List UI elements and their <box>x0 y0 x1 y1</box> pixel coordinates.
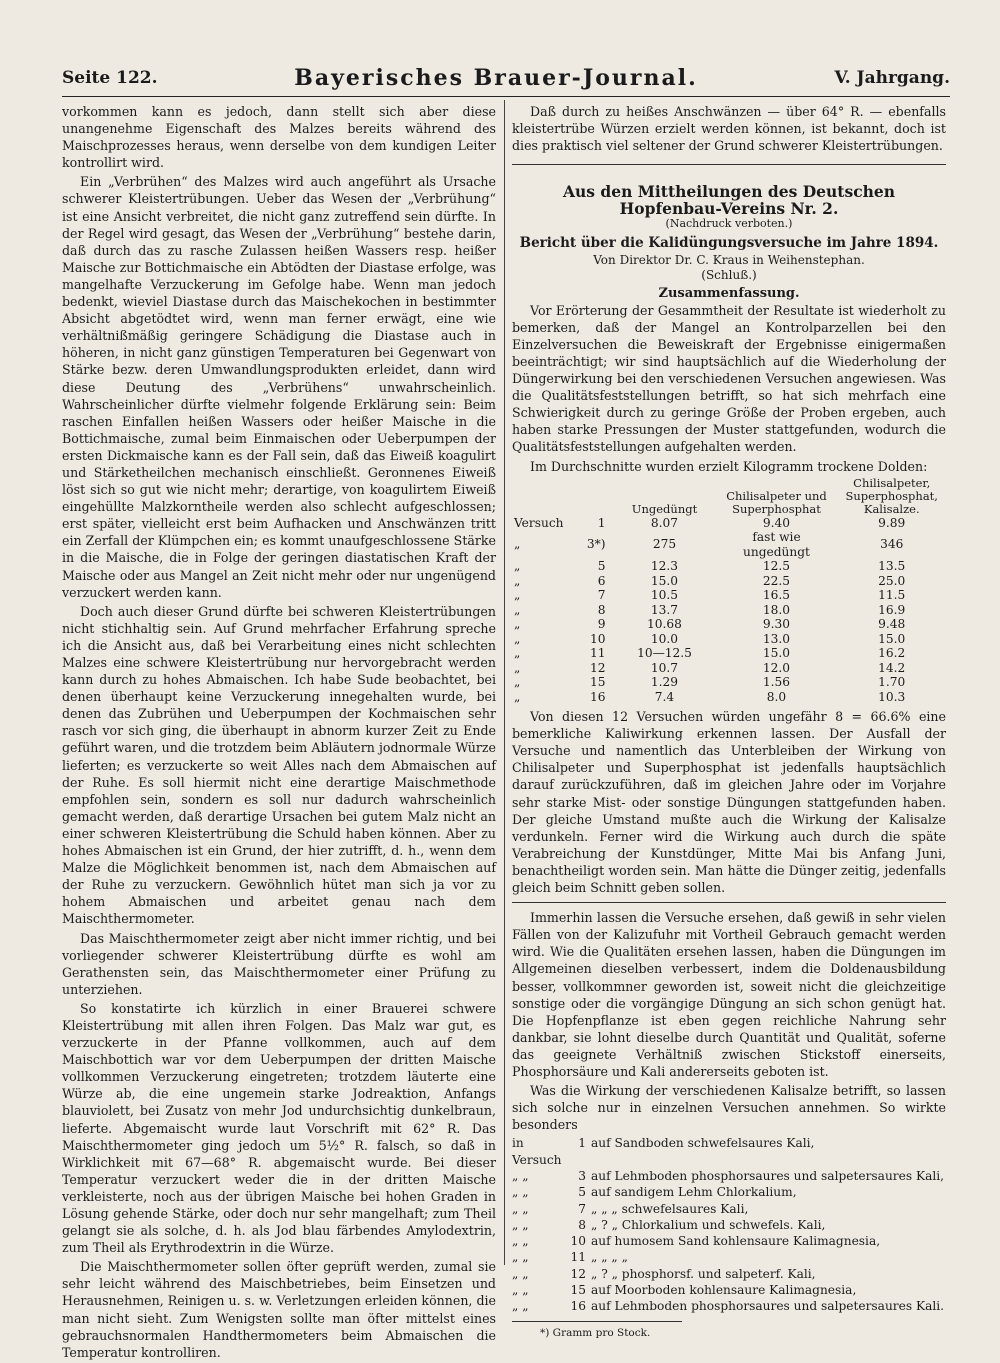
list-item <box>512 1266 946 1282</box>
list-prefix: „ „ <box>512 1234 529 1249</box>
chili-super-value: fast wie ungedüngt <box>743 530 810 559</box>
list-item <box>512 1135 946 1168</box>
table-header-row <box>512 477 946 516</box>
chili-super-value: 9.30 <box>762 617 791 632</box>
list-item <box>512 1298 946 1314</box>
table-row <box>512 516 946 531</box>
conclusion-note: (Schluß.) <box>701 267 757 282</box>
chili-super-kali-value: 1.70 <box>878 675 906 690</box>
unfertilized-value: 15.0 <box>650 573 679 588</box>
list-prefix: „ „ <box>512 1217 529 1232</box>
list-trial-number: 10 <box>570 1234 586 1249</box>
unfertilized-value: 275 <box>652 537 677 552</box>
volume-label: V. Jahrgang. <box>834 68 950 88</box>
table-row <box>512 559 946 574</box>
row-label: „ <box>514 537 521 552</box>
list-text: „ ? „ phosphorsf. und salpeterf. Kali, <box>591 1266 816 1281</box>
list-prefix: „ „ <box>512 1266 529 1281</box>
chili-super-value: 12.0 <box>762 660 791 675</box>
list-trial-number: 5 <box>578 1185 586 1200</box>
list-text: auf Sandboden schwefelsaures Kali, <box>591 1136 815 1151</box>
list-text: „ „ „ „ <box>591 1250 628 1265</box>
row-label: „ <box>514 602 521 617</box>
list-item <box>512 1168 946 1184</box>
unfertilized-value: 10.7 <box>650 660 679 675</box>
list-prefix: „ „ <box>512 1201 529 1216</box>
page-header <box>62 60 950 97</box>
chili-super-value: 13.0 <box>762 631 791 646</box>
author-line: Von Direktor Dr. C. Kraus in Weihenstephan. <box>593 252 865 267</box>
yield-table-body <box>512 516 946 705</box>
row-label: „ <box>514 573 521 588</box>
left-paragraph: So konstatirte ich kürzlich in einer Brauerei schwere Kleistertrübung mit allen ihren Folgen. Das Malz war gut, es verzuckerte in der Pfanne vollkommen, auch auf dem Maischbottich war vor dem Ueberpumpen der dritten Maische vollkommen Verzuckerung eingetreten; trotzdem läuterte eine Würze ab, die eine ungemein starke Jodreaktion, Anfangs blauviolett, bei Zusatz von mehr Jod undurchsichtig dunkelbraun, lieferte. Abgemaischt wurde laut Vorschrift mit 62° R. Das Maischthermometer ging jedoch um 5½° R. falsch, so daß in Wirklichkeit mit 67—68° R. abgemaischt wurde. Bei dieser Temperatur verzuckert weder die in der dritten Maische verkleisterte, noch aus der übrigen Maische bei hohen Graden in Lösung gehende Stärke, oder doch nur sehr mangelhaft; zum Theil gelangt sie als solche, d. h. als Jod blau färbendes Amylodextrin, zum Theil als Erythrodextrin in die Würze. <box>62 1000 496 1256</box>
left-paragraph: Ein „Verbrühen“ des Malzes wird auch angeführt als Ursache schwerer Kleistertrübungen. Ueber das Wesen der „Verbrühung“ ist eine Ansicht verbreitet, die nicht ganz zutreffend sein dürfte. In der Regel wird gesagt, das Wesen der „Verbrühung“ bestehe darin, daß durch das zu rasche Zulassen heißen Wassers resp. heißer Maische zur Bottichmaische ein Abtödten der Diastase erfolge, was mangelhafte Verzuckerung im Gefolge habe. Wenn man jedoch bedenkt, wieviel Diastase durch das Maischekochen in bestimmter Absicht abgetödtet wird, wenn man ferner erwägt, eine wie verhältnißmäßig geringere Schädigung die Diastase auch in höheren, in nicht ganz günstigen Temperaturen bei Gegenwart von Stärke bezw. deren Umwandlungsprodukten erleidet, dann wird diese Deutung des „Verbrühens“ unwahrscheinlich. Wahrscheinlicher dürfte vielmehr folgende Erklärung sein: Beim raschen Einfallen heißen Wassers oder heißer Maische in die Bottichmaische, zumal beim Einmaischen oder Ueberpumpen der ersten Dickmaische kann es der Fall sein, daß das Eiweiß koagulirt und Stärketheilchen mechanisch einschließt. Geronnenes Eiweiß löst sich so gut wie nicht mehr; derartige, von koagulirtem Eiweiß eingehüllte Malzkorntheile werden also schlecht aufgeschlossen; erst später, vielleicht erst beim Aufhacken und Anschwänzen tritt ein Zerfall der Klümpchen ein; es kommt unaufgeschlossene Stärke in die Maische, die in Folge der geringen diastatischen Kraft der Maische oder aus Mangel an Zeit nicht mehr oder nur ungenügend verzuckert werden kann. <box>62 174 496 600</box>
table-intro: Im Durchschnitte wurden erzielt Kilogramm trockene Dolden: <box>530 458 928 474</box>
row-label: „ <box>514 646 521 661</box>
list-trial-number: 7 <box>578 1201 586 1216</box>
table-header: Chilisalpeter, Superphosphat, Kalisalze. <box>845 475 938 516</box>
unfertilized-value: 8.07 <box>650 515 679 530</box>
article-title: Aus den Mittheilungen des Deutschen Hopfenbau-Vereins Nr. 2. <box>562 182 896 219</box>
list-item <box>512 1282 946 1298</box>
analysis-paragraph: Was die Wirkung der verschiedenen Kalisalze betrifft, so lassen sich solche nur in einzelnen Versuchen annehmen. So wirkte besonders <box>512 1083 946 1133</box>
chili-super-kali-value: 346 <box>880 537 904 552</box>
article-separator <box>512 164 946 165</box>
salt-effect-list <box>512 1135 946 1314</box>
trial-number: 12 <box>589 660 606 675</box>
list-text: auf Lehmboden phosphorsaures und salpetersaures Kali. <box>591 1299 945 1314</box>
right-column <box>512 103 946 1342</box>
list-item <box>512 1184 946 1200</box>
list-prefix: „ „ <box>512 1299 529 1314</box>
table-row <box>512 646 946 661</box>
row-label: „ <box>514 675 521 690</box>
table-header <box>512 477 566 516</box>
journal-title: Bayerisches Brauer-Journal. <box>294 65 698 91</box>
paragraph-separator <box>512 902 946 903</box>
list-item <box>512 1249 946 1265</box>
chili-super-kali-value: 13.5 <box>878 559 906 574</box>
footnote: *) Gramm pro Stock. <box>540 1326 651 1339</box>
left-paragraph: vorkommen kann es jedoch, dann stellt sich aber diese unangenehme Eigenschaft des Malzes bereits während des Maischprozesses heraus, wenn derselbe von dem kundigen Leiter kontrollirt wird. <box>62 104 496 171</box>
chili-super-kali-value: 10.3 <box>878 689 906 704</box>
table-row <box>512 588 946 603</box>
table-header <box>566 477 614 516</box>
analysis-paragraph: Immerhin lassen die Versuche ersehen, daß gewiß in sehr vielen Fällen von der Kalizufuhr mit Vortheil Gebrauch gemacht werden wird. Wie die Qualitäten ersehen lassen, haben die Düngungen im Allgemeinen dieselben verbessert, indem die Doldenausbildung besser, vollkommner geworden ist, soweit nicht die gleichzeitige sonstige oder die vorgängige Düngung an sich schon genügt hat. Die Hopfenpflanze ist eben gegen reichliche Nahrung sehr dankbar, sie lohnt dieselbe durch Quantität und Qualität, soferne das geeignete Verhältniß zwischen Stickstoff einerseits, Phosphorsäure und Kali andererseits geboten ist. <box>512 910 946 1079</box>
table-row <box>512 632 946 647</box>
trial-number: 8 <box>597 602 606 617</box>
row-label: „ <box>514 559 521 574</box>
table-row <box>512 617 946 632</box>
intro-paragraph: Daß durch zu heißes Anschwänzen — über 64° R. — ebenfalls kleistertrübe Würzen erzielt werden können, ist bekannt, doch ist dies praktisch viel seltener der Grund schwerer Kleistertrübungen. <box>512 104 946 154</box>
list-trial-number: 1 <box>578 1136 586 1151</box>
row-label: „ <box>514 689 521 704</box>
list-trial-number: 11 <box>570 1250 586 1265</box>
row-label: „ <box>514 588 521 603</box>
table-row <box>512 661 946 676</box>
list-trial-number: 12 <box>570 1266 586 1281</box>
chili-super-kali-value: 16.9 <box>878 602 906 617</box>
table-row <box>512 574 946 589</box>
chili-super-value: 22.5 <box>762 573 791 588</box>
unfertilized-value: 7.4 <box>654 689 675 704</box>
trial-number: 1 <box>597 515 606 530</box>
trial-number: 7 <box>597 588 606 603</box>
chili-super-kali-value: 16.2 <box>878 646 906 661</box>
trial-number: 10 <box>589 631 606 646</box>
row-label: „ <box>514 631 521 646</box>
table-header: Ungedüngt <box>631 501 698 516</box>
page-number: Seite 122. <box>62 68 158 88</box>
left-paragraph: Die Maischthermometer sollen öfter geprüft werden, zumal sie sehr leicht während des Maischbetriebes, beim Einsetzen und Herausnehmen, Reinigen u. s. w. Verletzungen erleiden können, die man nicht sieht. Zum Wenigsten sollte man öfter mittelst eines gebrauchsnormalen Handthermometers beim Abmaischen die Temperatur kontrolliren. <box>62 1259 496 1360</box>
left-paragraph: Doch auch dieser Grund dürfte bei schweren Kleistertrübungen nicht stichhaltig sein. Auf Grund mehrfacher Erfahrung spreche ich die Ansicht aus, daß bei Verarbeitung eines nicht schlechten Malzes eine schwere Kleistertrübung nur hervorgebracht werden kann durch zu hohes Abmaischen. Ich habe Sude beobachtet, bei denen überhaupt keine Verzuckerung innegehalten wurde, bei denen das Zubrühen und Ueberpumpen der Kochmaischen sehr rasch vor sich ging, die überhaupt in abnorm kurzer Zeit zu Ende geführt waren, und die trotzdem beim Abläutern jodnormale Würze lieferten; es verzuckerte so weit Alles nach dem Abmaischen auf der Ruhe. Es soll hiermit nicht eine derartige Maischmethode empfohlen sein, sondern es soll nur dadurch wahrscheinlich gemacht werden, daß derartige Ursachen bei gutem Malz nicht an einer schweren Kleistertrübung die Schuld haben können. Aber zu hohes Abmaischen ist ein Grund, der hier zutrifft, d. h., wenn dem Malze die Möglichkeit benommen ist, nach dem Abmaischen auf der Ruhe zu verzuckern. Gewöhnlich hütet man sich ja vor zu hohem Abmaischen und arbeitet genau nach dem Maischthermometer. <box>62 603 496 927</box>
chili-super-value: 15.0 <box>762 646 791 661</box>
trial-number: 6 <box>597 573 606 588</box>
summary-paragraph: Vor Erörterung der Gesammtheit der Resultate ist wiederholt zu bemerken, daß der Mangel an Kontrolparzellen bei den Einzelversuchen die Beweiskraft der Ergebnisse einigermaßen beeinträchtigt; wir sind hauptsächlich auf die Wiederholung der Düngerwirkung bei den verschiedenen Versuchen angewiesen. Was die Qualitätsfeststellungen betrifft, so hat sich mehrfach eine Schwierigkeit durch zu geringe Größe der Proben ergeben, auch haben starke Pressungen der Muster stattgefunden, wodurch die Qualitätsfeststellungen aufgehalten werden. <box>512 302 946 455</box>
unfertilized-value: 10.0 <box>650 631 679 646</box>
list-item <box>512 1233 946 1249</box>
chili-super-kali-value: 9.89 <box>878 515 906 530</box>
chili-super-kali-value: 11.5 <box>878 588 906 603</box>
table-row <box>512 675 946 690</box>
trial-number: 9 <box>597 617 606 632</box>
list-trial-number: 15 <box>570 1283 586 1298</box>
chili-super-value: 1.56 <box>762 675 791 690</box>
chili-super-value: 12.5 <box>762 559 791 574</box>
trial-number: 3*) <box>586 537 606 552</box>
list-item <box>512 1217 946 1233</box>
row-label: Versuch <box>514 515 564 530</box>
list-prefix: „ „ <box>512 1185 529 1200</box>
list-trial-number: 16 <box>570 1299 586 1314</box>
list-text: auf Moorboden kohlensaure Kalimagnesia, <box>591 1283 857 1298</box>
section-title: Zusammenfassung. <box>658 285 800 301</box>
reprint-note: (Nachdruck verboten.) <box>665 217 793 231</box>
trial-number: 16 <box>589 689 606 704</box>
list-prefix: „ „ <box>512 1250 529 1265</box>
table-row <box>512 530 946 559</box>
table-header: Chilisalpeter und Superphosphat <box>726 488 827 516</box>
chili-super-kali-value: 25.0 <box>878 573 906 588</box>
left-column <box>62 103 496 1363</box>
list-item <box>512 1201 946 1217</box>
table-row <box>512 603 946 618</box>
unfertilized-value: 1.29 <box>650 675 679 690</box>
report-title: Bericht über die Kalidüngungsversuche im Jahre 1894. <box>519 235 939 252</box>
row-label: „ <box>514 617 521 632</box>
trial-number: 15 <box>589 675 606 690</box>
list-text: auf Lehmboden phosphorsaures und salpetersaures Kali, <box>591 1168 945 1183</box>
row-label: „ <box>514 660 521 675</box>
list-text: auf humosem Sand kohlensaure Kalimagnesia, <box>591 1234 881 1249</box>
chili-super-value: 18.0 <box>762 602 791 617</box>
chili-super-value: 16.5 <box>762 588 791 603</box>
list-text: auf sandigem Lehm Chlorkalium, <box>591 1185 797 1200</box>
list-text: „ ? „ Chlorkalium und schwefels. Kali, <box>591 1217 826 1232</box>
list-trial-number: 8 <box>578 1217 586 1232</box>
list-prefix: „ „ <box>512 1168 529 1183</box>
unfertilized-value: 10—12.5 <box>637 646 692 661</box>
chili-super-kali-value: 15.0 <box>878 631 906 646</box>
unfertilized-value: 10.5 <box>650 588 679 603</box>
list-prefix: „ „ <box>512 1283 529 1298</box>
chili-super-kali-value: 9.48 <box>878 617 906 632</box>
analysis-paragraph: Von diesen 12 Versuchen würden ungefähr 8 = 66.6% eine bemerkliche Kaliwirkung erkennen lassen. Der Ausfall der Versuche und namentlich das Unterbleiben der Wirkung von Chilisalpeter und Superphosphat ist jedenfalls hauptsächlich darauf zurückzuführen, daß im gleichen Jahre oder im Vorjahre sehr starke Mist- oder sonstige Düngungen stattgefunden haben. Der gleiche Umstand mußte auch die Wirkung der Kalisalze verdunkeln. Ferner wird die Wirkung auch durch die späte Verabreichung der Kunstdünger, Mitte Mai bis Anfang Juni, benachtheiligt worden sein. Man hätte die Dünger zeitig, jedenfalls gleich beim Schnitt geben sollen. <box>512 709 946 896</box>
trial-number: 11 <box>589 646 606 661</box>
chili-super-kali-value: 14.2 <box>878 660 906 675</box>
table-row <box>512 690 946 705</box>
unfertilized-value: 10.68 <box>647 617 682 632</box>
column-divider <box>504 100 505 1265</box>
unfertilized-value: 12.3 <box>650 559 679 574</box>
unfertilized-value: 13.7 <box>650 602 679 617</box>
yield-table <box>512 477 946 705</box>
list-trial-number: 3 <box>578 1168 586 1183</box>
list-prefix: in Versuch <box>512 1136 562 1167</box>
list-text: „ „ „ schwefelsaures Kali, <box>591 1201 749 1216</box>
footnote-rule <box>512 1321 682 1322</box>
chili-super-value: 8.0 <box>766 689 787 704</box>
left-paragraph: Das Maischthermometer zeigt aber nicht immer richtig, und bei vorliegender schwerer Kleistertrübung dürfte es wohl am Gerathensten sein, das Maischthermometer einer Prüfung zu unterziehen. <box>62 930 496 997</box>
trial-number: 5 <box>597 559 606 574</box>
chili-super-value: 9.40 <box>762 515 791 530</box>
